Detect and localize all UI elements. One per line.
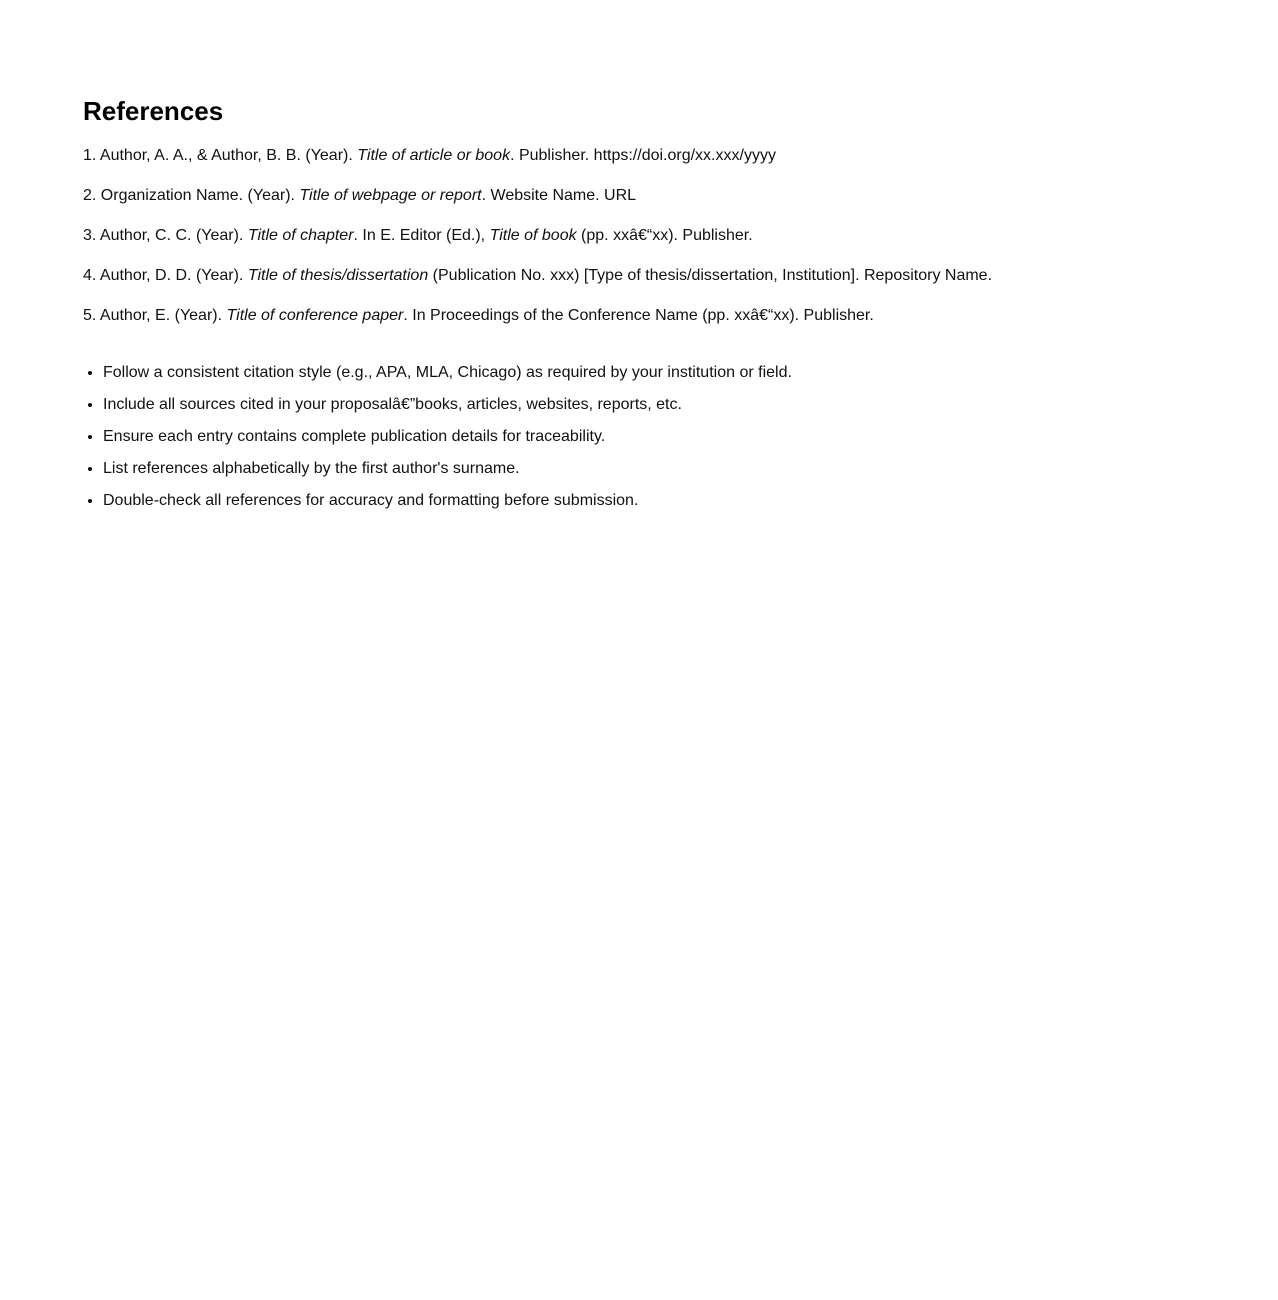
reference-title: Title of conference paper <box>226 307 404 324</box>
reference-number: 3. <box>83 227 97 244</box>
reference-title: Title of thesis/dissertation <box>247 267 429 284</box>
reference-authors: Organization Name. (Year). <box>100 187 295 204</box>
reference-item <box>83 304 1233 328</box>
reference-item <box>83 184 1233 208</box>
reference-title: Title of webpage or report <box>299 187 482 204</box>
reference-details: . Publisher. https://doi.org/xx.xxx/yyyy <box>510 147 776 164</box>
reference-authors: Author, A. A., & Author, B. B. (Year). <box>99 147 353 164</box>
reference-list <box>83 144 1233 344</box>
page-title: References <box>83 96 224 126</box>
reference-title: Title of chapter <box>247 227 354 244</box>
guideline-item: • Include all sources cited in your proposalâ€”books, articles, websites, reports, etc. <box>103 393 792 417</box>
guideline-item: • Follow a consistent citation style (e.g., APA, MLA, Chicago) as required by your institution or field. <box>103 361 792 385</box>
guideline-list <box>83 361 792 521</box>
reference-item <box>83 264 1233 288</box>
reference-authors: Author, D. D. (Year). <box>99 267 244 284</box>
reference-number: 1. <box>83 147 97 164</box>
reference-details: (Publication No. xxx) [Type of thesis/dissertation, Institution]. Repository Name. <box>432 267 993 284</box>
reference-title: Title of article or book <box>357 147 511 164</box>
reference-pages: (pp. xxâ€“xx). Publisher. <box>581 227 753 244</box>
guideline-item: • Ensure each entry contains complete publication details for traceability. <box>103 425 792 449</box>
reference-details: . In Proceedings of the Conference Name (pp. xxâ€“xx). Publisher. <box>403 307 874 324</box>
reference-number: 2. <box>83 187 97 204</box>
reference-number: 4. <box>83 267 97 284</box>
guideline-item: • Double-check all references for accuracy and formatting before submission. <box>103 489 792 513</box>
reference-item <box>83 144 1233 168</box>
reference-authors: Author, E. (Year). <box>99 307 223 324</box>
reference-details: . In E. Editor (Ed.), <box>353 227 486 244</box>
reference-number: 5. <box>83 307 97 324</box>
reference-authors: Author, C. C. (Year). <box>99 227 244 244</box>
reference-item <box>83 224 1233 248</box>
reference-book-title: Title of book <box>489 227 577 244</box>
guideline-item: • List references alphabetically by the first author's surname. <box>103 457 792 481</box>
reference-details: . Website Name. URL <box>481 187 637 204</box>
